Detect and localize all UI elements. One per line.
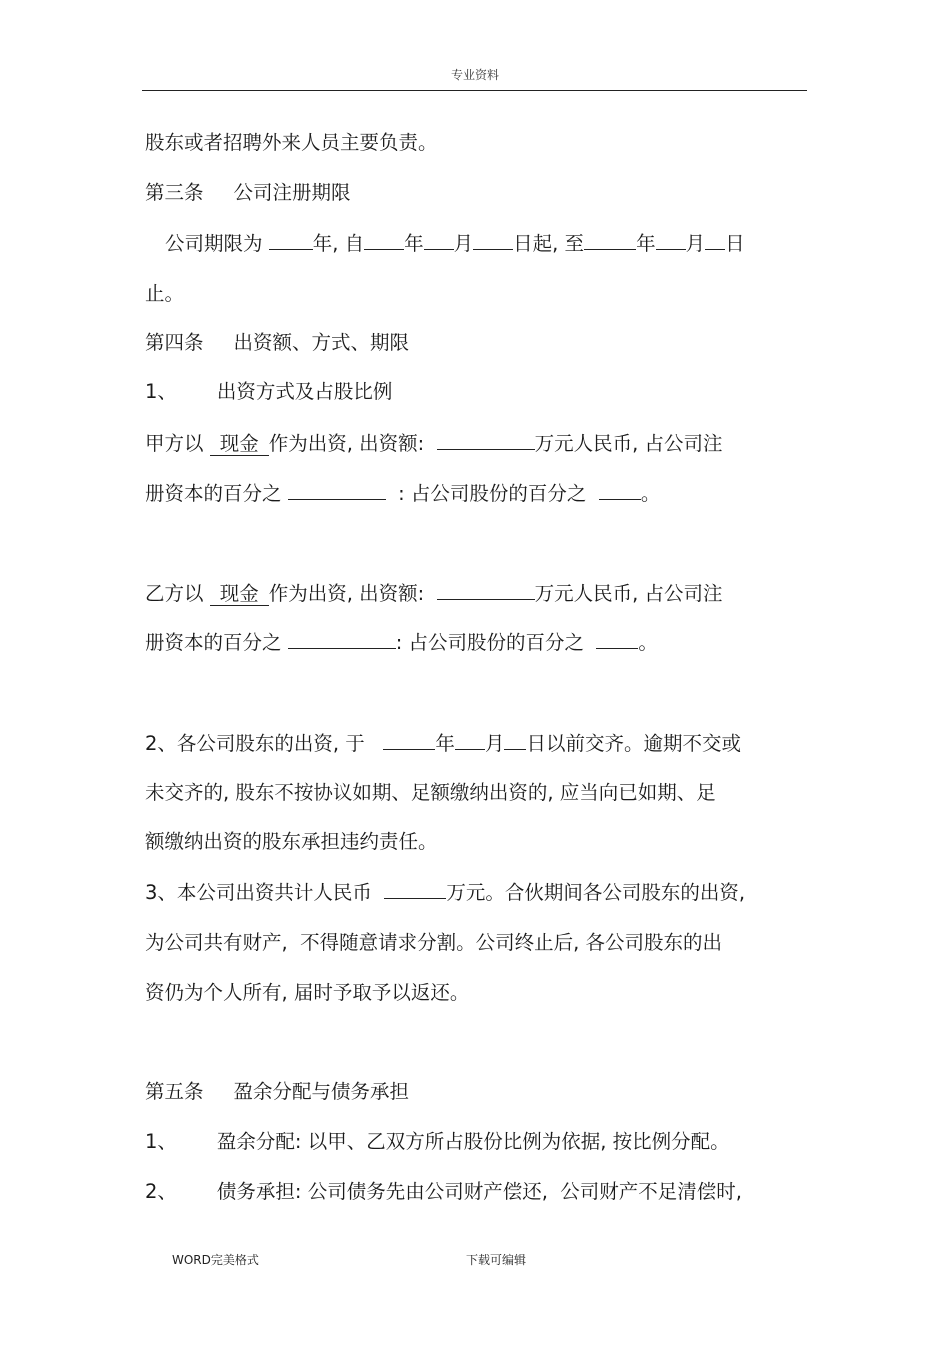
party-a-contribution-type: 现金 [210,432,269,456]
blank-pay-day[interactable] [504,731,526,750]
blank-party-a-amount[interactable] [437,431,535,450]
term-line: 公司期限为 年, 自 年 月 日起, 至 年 月 日 [165,232,745,255]
party-b-line-1: 乙方以 现金 作为出资, 出资额: 万元人民币, 占公司注 [145,582,723,605]
text-line: 额缴纳出资的股东承担违约责任。 [145,830,438,853]
article-5-heading: 第五条 盈余分配与债务承担 [145,1080,410,1103]
clause-2-line-1: 2、各公司股东的出资, 于 年 月 日以前交齐。逾期不交或 [145,732,741,755]
blank-start-day[interactable] [473,231,513,250]
blank-end-year[interactable] [584,231,636,250]
article-title: 公司注册期限 [233,181,351,204]
blank-party-b-share-percent[interactable] [596,630,638,649]
footer-left: WORD完美格式 [172,1253,259,1267]
item-1-heading: 1、 出资方式及占股比例 [145,380,393,403]
party-a-line-1: 甲方以 现金 作为出资, 出资额: 万元人民币, 占公司注 [145,432,723,455]
article-5-item-2: 2、 债务承担: 公司债务先由公司财产偿还, 公司财产不足清偿时, [145,1180,742,1203]
blank-start-month[interactable] [424,231,454,250]
blank-party-b-amount[interactable] [437,581,535,600]
header-rule [142,90,807,91]
article-3-heading [145,181,351,205]
text-line: 资仍为个人所有, 届时予取予以返还。 [145,981,470,1004]
text-line: 未交齐的, 股东不按协议如期、足额缴纳出资的, 应当向已如期、足 [145,781,716,804]
text-line: 股东或者招聘外来人员主要负责。 [145,131,438,154]
text-line: 止。 [145,282,185,305]
party-b-line-2: 册资本的百分之 : 占公司股份的百分之 。 [145,631,658,654]
party-b-contribution-type: 现金 [210,582,269,606]
blank-party-a-share-percent[interactable] [599,481,641,500]
footer-right: 下载可编辑 [466,1253,527,1267]
article-number: 第三条 [145,181,204,204]
blank-start-year[interactable] [364,231,404,250]
blank-pay-month[interactable] [455,731,485,750]
blank-years[interactable] [269,231,313,250]
blank-end-day[interactable] [705,231,725,250]
blank-end-month[interactable] [656,231,686,250]
text-line: 为公司共有财产, 不得随意请求分割。公司终止后, 各公司股东的出 [145,931,722,954]
article-5-item-1: 1、 盈余分配: 以甲、乙双方所占股份比例为依据, 按比例分配。 [145,1130,730,1153]
party-a-line-2: 册资本的百分之 : 占公司股份的百分之 。 [145,482,661,505]
blank-total-capital[interactable] [384,880,446,899]
blank-party-a-capital-percent[interactable] [288,481,386,500]
page-header: 专业资料 [450,68,499,82]
clause-3-line-1: 3、本公司出资共计人民币 万元。合伙期间各公司股东的出资, [145,881,746,904]
blank-pay-year[interactable] [383,731,435,750]
blank-party-b-capital-percent[interactable] [288,630,396,649]
article-4-heading: 第四条 出资额、方式、期限 [145,331,410,354]
